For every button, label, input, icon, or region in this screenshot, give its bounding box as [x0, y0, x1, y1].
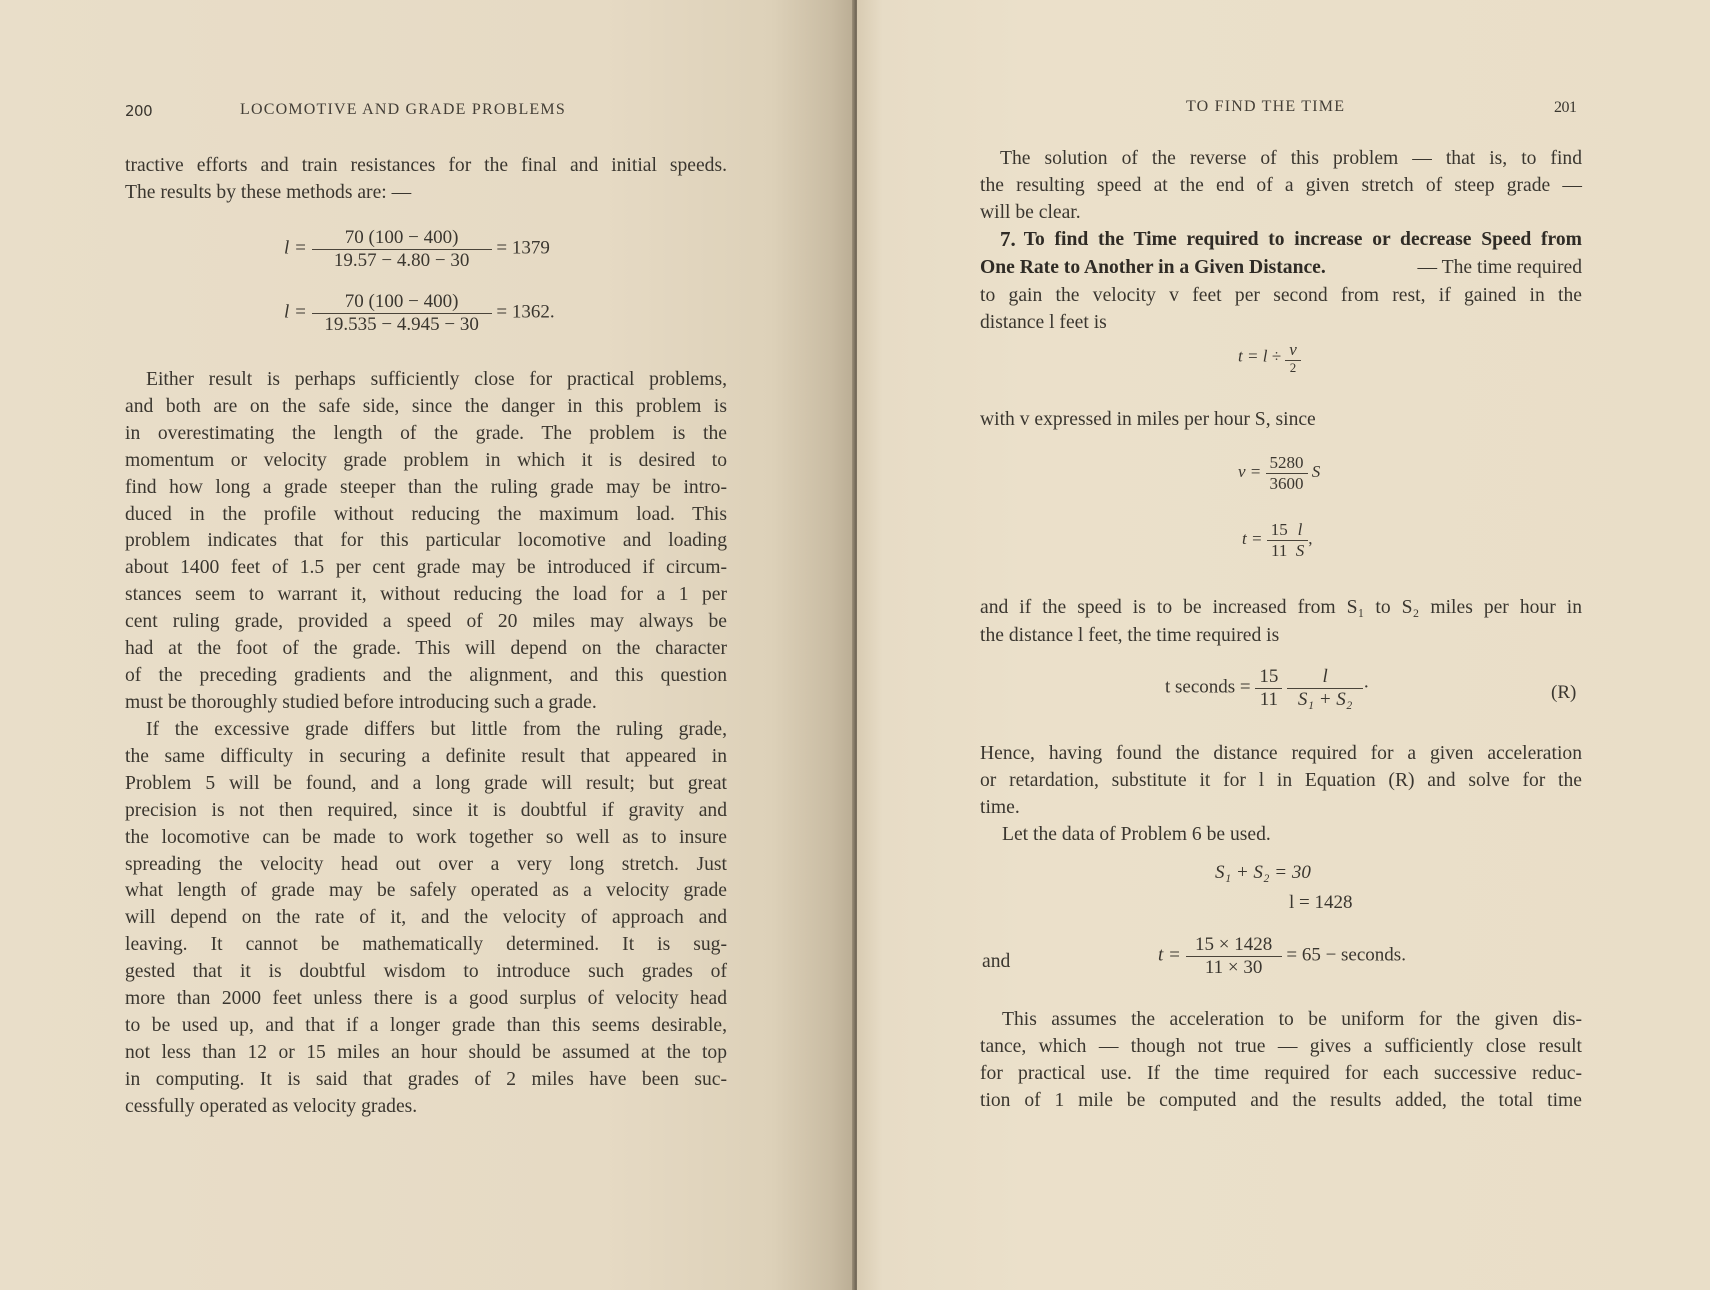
eq-lhs: t = l ÷ [1238, 346, 1281, 366]
section-title: To find the Time required to increase or decrease Speed from [1023, 229, 1582, 250]
eq-fraction [1266, 453, 1308, 493]
equation-l: l = 1428 [1289, 892, 1353, 913]
section-title-cont: One Rate to Another in a Given Distance. [980, 257, 1326, 278]
equation-final [1158, 934, 1406, 979]
numerator: 15 × 1428 [1186, 934, 1282, 957]
text-line: more than 2000 feet unless there is a good surplus of velocity head [125, 988, 727, 1009]
text-line: in computing. It is said that grades of 2 miles have been suc- [125, 1068, 727, 1090]
equation-v [1238, 453, 1320, 493]
text-line: for practical use. If the time required for each successive reduc- [980, 1063, 1582, 1084]
denominator: 11 × 30 [1204, 956, 1263, 978]
eq-fraction-2 [1287, 666, 1363, 711]
text-line: had at the foot of the grade. This will depend on the character [125, 638, 727, 659]
text-span: — The time required [1417, 257, 1582, 278]
text-line: duced in the profile without reducing the maximum load. This [125, 503, 727, 525]
text-line: tion of 1 mile be computed and the results added, the total time [980, 1090, 1582, 1111]
text-line: with v expressed in miles per hour S, since [980, 409, 1316, 430]
text-line: stances seem to warrant it, without reducing the load for a 1 per [125, 584, 727, 606]
text-line: and if the speed is to be increased from S₁ to S₂ miles per hour in [980, 597, 1582, 618]
formula-result: = 1379 [496, 237, 550, 259]
numerator: l [1292, 520, 1309, 541]
text-line: about 1400 feet of 1.5 per cent grade may be introduced if circum- [125, 557, 727, 579]
eq-rhs: S [1311, 461, 1321, 481]
text-line: time. [980, 797, 1020, 818]
formula-lhs: l = [284, 237, 307, 259]
section-heading-line-1 [1000, 226, 1582, 253]
numerator: 15 [1267, 520, 1292, 541]
formula-1 [284, 227, 550, 272]
text-line: cessfully operated as velocity grades. [125, 1095, 418, 1117]
page-number: 200 [125, 102, 153, 120]
text-line: spreading the velocity head out over a very long stretch. Just [125, 853, 727, 875]
text-line: tance, which — though not true — gives a sufficiently close result [980, 1036, 1582, 1057]
text-line: will be clear. [980, 202, 1081, 223]
eq-fraction [1186, 934, 1282, 979]
denominator: 11 [1271, 540, 1288, 560]
text-line: This assumes the acceleration to be uniform for the given dis- [1002, 1009, 1582, 1030]
denominator: S₁ + S₂ [1297, 688, 1353, 710]
eq-lhs: v = [1238, 461, 1262, 481]
denominator: 19.535 − 4.945 − 30 [324, 313, 479, 335]
text-line: leaving. It cannot be mathematically determined. It is sug- [125, 934, 727, 956]
text-line: in overestimating the length of the grade. The problem is the [125, 422, 727, 444]
text-line: the distance l feet, the time required is [980, 625, 1280, 646]
formula-result: = 1362. [496, 301, 555, 323]
eq-fraction-2 [1292, 520, 1309, 560]
denominator: 2 [1289, 359, 1297, 375]
text-line: Let the data of Problem 6 be used. [1002, 824, 1271, 845]
numerator: 5280 [1266, 453, 1308, 474]
eq-tail: · [1363, 676, 1370, 698]
numerator: l [1287, 666, 1363, 689]
running-head: LOCOMOTIVE AND GRADE PROBLEMS [240, 101, 566, 118]
eq-tail: , [1308, 528, 1313, 548]
text-line: tractive efforts and train resistances for the final and initial speeds. [125, 155, 727, 176]
equation-t-frac [1242, 520, 1312, 560]
numerator: 15 [1255, 666, 1282, 689]
text-line: and [982, 951, 1011, 972]
eq-fraction-1 [1267, 520, 1292, 560]
text-line: of the preceding gradients and the alignment, and this question [125, 664, 727, 686]
text-line: or retardation, substitute it for l in Equation (R) and solve for the [980, 770, 1582, 791]
text-line: The solution of the reverse of this problem — that is, to find [1000, 148, 1582, 169]
eq-lhs: t = [1242, 528, 1263, 548]
text-line: not less than 12 or 15 miles an hour should be assumed at the top [125, 1041, 727, 1063]
text-line: momentum or velocity grade problem in which it is desired to [125, 449, 727, 471]
text-line: will depend on the rate of it, and the velocity of approach and [125, 907, 727, 929]
formula-lhs: l = [284, 301, 307, 323]
text-line: Hence, having found the distance required for a given acceleration [980, 743, 1582, 764]
equation-t-div [1238, 340, 1301, 375]
denominator: 11 [1259, 688, 1279, 710]
text-line: the locomotive can be made to work together so well as to insure [125, 826, 727, 848]
equation-R [1165, 666, 1369, 711]
numerator: 70 (100 − 400) [312, 227, 492, 250]
text-line: cent ruling grade, provided a speed of 20 miles may always be [125, 611, 727, 633]
eq-result: = 65 − seconds. [1286, 944, 1406, 966]
text-line: gested that it is doubtful wisdom to introduce such grades of [125, 961, 727, 983]
running-head-right: TO FIND THE TIME [1186, 98, 1346, 115]
formula-fraction [312, 227, 492, 272]
eq-fraction-1 [1255, 666, 1282, 711]
numerator: v [1285, 340, 1301, 361]
text-line: the same difficulty in securing a definite result that appeared in [125, 745, 727, 767]
text-line: problem indicates that for this particular locomotive and loading [125, 530, 727, 552]
text-line: Problem 5 will be found, and a long grade will result; but great [125, 772, 727, 794]
page-number-right: 201 [1554, 99, 1577, 116]
denominator: 3600 [1269, 473, 1304, 493]
text-line: to be used up, and that if a longer grade than this seems desirable, [125, 1014, 727, 1036]
equation-label: (R) [1551, 682, 1577, 703]
text-line: find how long a grade steeper than the ruling grade may be intro- [125, 476, 727, 498]
section-number: 7. [1000, 227, 1016, 251]
text-line: If the excessive grade differs but little from the ruling grade, [146, 719, 727, 740]
eq-lhs: t = [1158, 944, 1181, 966]
section-heading-line-2 [980, 254, 1582, 281]
text-line: what length of grade may be safely operated as a velocity grade [125, 880, 727, 902]
equation-sum: S₁ + S₂ = 30 [1215, 862, 1311, 883]
formula-2 [284, 291, 555, 336]
numerator: 70 (100 − 400) [312, 291, 492, 314]
formula-fraction [312, 291, 492, 336]
text-line: and both are on the safe side, since the danger in this problem is [125, 395, 727, 417]
denominator: S [1295, 540, 1305, 560]
text-line: the resulting speed at the end of a given stretch of steep grade — [980, 175, 1582, 196]
text-line: Either result is perhaps sufficiently close for practical problems, [146, 369, 727, 390]
eq-fraction [1285, 340, 1301, 375]
text-line: distance l feet is [980, 312, 1107, 333]
text-line: to gain the velocity v feet per second from rest, if gained in the [980, 285, 1582, 306]
text-line: precision is not then required, since it is doubtful if gravity and [125, 799, 727, 821]
text-line: The results by these methods are: — [125, 182, 412, 203]
eq-lhs: t seconds = [1165, 676, 1251, 698]
denominator: 19.57 − 4.80 − 30 [333, 249, 470, 271]
text-line: must be thoroughly studied before introducing such a grade. [125, 691, 597, 713]
